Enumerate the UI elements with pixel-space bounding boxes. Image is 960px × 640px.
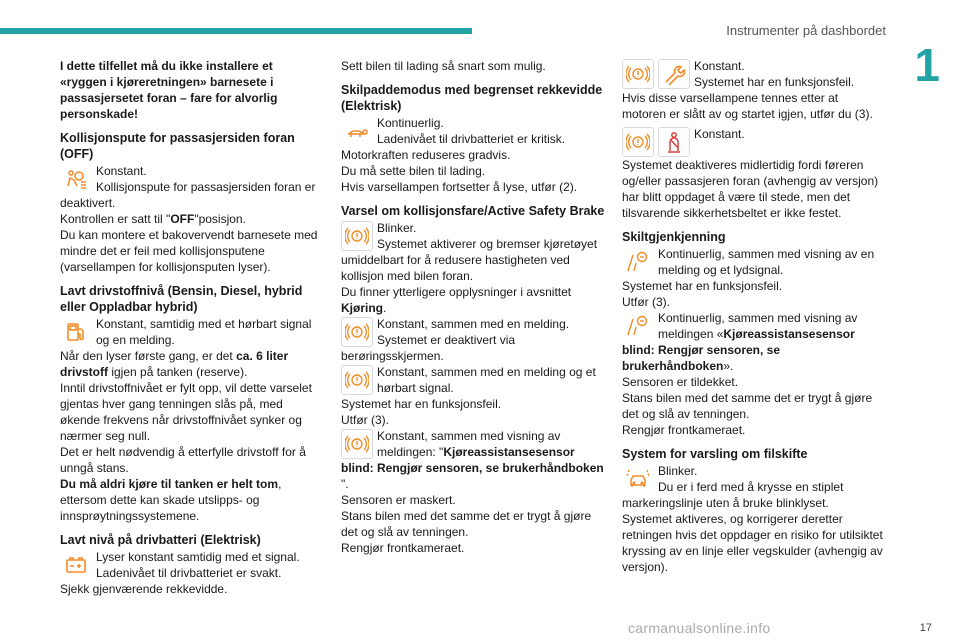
lane-entry — [622, 463, 884, 511]
collision-s4-desc2: Stans bilen med det samme det er trygt å gjøre det og slå av tenningen. — [341, 509, 592, 539]
turtle-body: Motorkraften reduseres gradvis. — [341, 148, 511, 162]
page-number: 17 — [919, 622, 932, 634]
lane-desc: Du er i ferd med å krysse en stiplet markeringslinje uten å bruke blinklyset. — [622, 480, 844, 510]
collision-s1-more: Du finner ytterligere opplysninger i avsnittet Kjøring. — [341, 285, 572, 315]
seat-status: Konstant. — [694, 127, 745, 141]
collision-s3-desc: Systemet har en funksjonsfeil. — [341, 397, 502, 411]
collision-warning-icon — [341, 365, 373, 395]
sign-entry-2 — [622, 310, 884, 374]
battery-entry — [60, 549, 322, 581]
collision-entry-1 — [341, 220, 606, 284]
sign-s1-desc: Systemet har en funksjonsfeil. — [622, 279, 783, 293]
collision-warning-icon — [341, 221, 373, 251]
wrench-body: Hvis disse varsellampene tennes etter at motoren er slått av og startet igjen, utfør du (3). — [622, 91, 873, 121]
wrench-entry — [622, 58, 884, 90]
collision-entry-2 — [341, 316, 606, 364]
turtle-entry — [341, 115, 606, 147]
airbag-heading: Kollisjonspute for passasjersiden foran (OFF) — [60, 131, 295, 161]
seat-desc: Systemet deaktiveres midlertidig fordi føreren og/eller passasjeren foran (avhengig av versjon) har blitt oppdaget å være til stede, men det tilsvarende sikkerhetsbeltet er ikke festet. — [622, 158, 879, 220]
sign-heading: Skiltgjenkjenning — [622, 230, 726, 244]
sign-s2-desc2: Stans bilen med det samme det er trygt å gjøre det og slå av tenningen. — [622, 391, 873, 421]
collision-heading: Varsel om kollisjonsfare/Active Safety Brake — [341, 204, 605, 218]
turtle-body3: Hvis varsellampen fortsetter å lyse, utfør (2). — [341, 180, 578, 194]
lane-status: Blinker. — [658, 464, 698, 478]
airbag-status: Konstant. — [96, 164, 147, 178]
airbag-check: Kontrollen er satt til "OFF"posisjon. — [60, 212, 246, 226]
icon-pair — [622, 127, 690, 157]
fuel-entry — [60, 316, 322, 348]
column-1 — [60, 58, 322, 597]
wrench-icon — [658, 59, 690, 89]
collision-s1-status: Blinker. — [377, 221, 417, 235]
sign-s1-action: Utfør (3). — [622, 295, 670, 309]
wrench-status: Konstant. — [694, 59, 745, 73]
collision-entry-4 — [341, 428, 606, 492]
collision-s3-status: Konstant, sammen med en melding og et hørbart signal. — [377, 365, 596, 395]
collision-s4-desc: Sensoren er maskert. — [341, 493, 456, 507]
collision-s2-desc: Systemet er deaktivert via berøringsskjermen. — [341, 333, 516, 363]
airbag-desc: Kollisjonspute for passasjersiden foran er deaktivert. — [60, 180, 316, 210]
collision-warning-icon — [341, 317, 373, 347]
header-bar — [0, 28, 472, 34]
turtle-desc: Ladenivået til drivbatteriet er kritisk. — [377, 132, 566, 146]
sign-entry-1 — [622, 246, 884, 278]
turtle-heading: Skilpaddemodus med begrenset rekkevidde (Elektrisk) — [341, 83, 603, 113]
battery-desc: Ladenivået til drivbatteriet er svakt. — [96, 566, 282, 580]
fuel-status: Konstant, samtidig med et hørbart signal og en melding. — [96, 317, 312, 347]
collision-s4-status: Konstant, sammen med visning av meldingen: "Kjøreassistansesensor blind: Rengjør sensoren, se brukerhåndboken ". — [341, 429, 604, 491]
fuel-never: Du må aldri kjøre til tanken er helt tom, ettersom dette kan skade utslipps- og innsprøytningssystemene. — [60, 477, 282, 523]
column-3 — [622, 58, 884, 575]
seat-entry — [622, 126, 884, 157]
chapter-title: Instrumenter på dashbordet — [726, 23, 886, 38]
collision-warning-icon — [341, 429, 373, 459]
sign-s1-status: Kontinuerlig, sammen med visning av en melding og et lydsignal. — [658, 247, 875, 277]
battery-status: Lyser konstant samtidig med et signal. — [96, 550, 300, 564]
airbag-body: Du kan montere et bakovervendt barnesete med mindre det er feil med kollisjonsputene (varsellampen for kollisjonsputen lyser). — [60, 228, 318, 274]
collision-warning-icon — [622, 59, 654, 89]
battery-heading: Lavt nivå på drivbatteri (Elektrisk) — [60, 533, 261, 547]
fuel-pump-icon — [60, 317, 92, 347]
lane-departure-icon — [622, 464, 654, 494]
seatbelt-icon — [658, 127, 690, 157]
fuel-body2: Det er helt nødvendig å etterfylle drivstoff for å unngå stans. — [60, 445, 306, 475]
wrench-desc: Systemet har en funksjonsfeil. — [694, 75, 855, 89]
battery-body: Sjekk gjenværende rekkevidde. — [60, 582, 228, 596]
fuel-body: Inntil drivstoffnivået er fylt opp, vil dette varselet gjentas hver gang tenningen slås på, med økende frekvens når drivstoffnivået synker og nærmer seg null. — [60, 381, 312, 443]
sign-recognition-icon — [622, 311, 654, 341]
sign-s2-desc3: Rengjør frontkameraet. — [622, 423, 746, 437]
sign-s2-status: Kontinuerlig, sammen med visning av meldingen «Kjøreassistansesensor blind: Rengjør sensoren, se brukerhåndboken». — [622, 311, 858, 373]
collision-entry-3 — [341, 364, 606, 396]
fuel-heading: Lavt drivstoffnivå (Bensin, Diesel, hybrid eller Oppladbar hybrid) — [60, 284, 303, 314]
fuel-lit: Når den lyser første gang, er det ca. 6 liter drivstoff igjen på tanken (reserve). — [60, 349, 289, 379]
airbag-off-icon — [60, 164, 92, 194]
sign-s2-desc: Sensoren er tildekket. — [622, 375, 739, 389]
watermark: carmanualsonline.info — [628, 620, 771, 636]
battery-icon — [60, 550, 92, 580]
column-2 — [341, 58, 606, 556]
airbag-entry — [60, 163, 322, 211]
turtle-body2: Du må sette bilen til lading. — [341, 164, 486, 178]
sign-recognition-icon — [622, 247, 654, 277]
lane-body: Systemet aktiveres, og korrigerer deretter retningen hvis det oppdager en risiko for utilsiktet kryssing av en linje eller vegskulder (avhengig av versjon). — [622, 512, 883, 574]
chapter-number: 1 — [914, 39, 940, 91]
lane-heading: System for varsling om filskifte — [622, 447, 808, 461]
collision-s1-desc: Systemet aktiverer og bremser kjøretøyet umiddelbart for å redusere hastigheten ved kollisjon med bilen foran. — [341, 237, 598, 283]
collision-warning-icon — [622, 127, 654, 157]
warning-text: I dette tilfellet må du ikke installere et «ryggen i kjøreretningen» barnesete i passasjersetet foran – fare for alvorlig personskade! — [60, 59, 278, 121]
collision-s4-desc3: Rengjør frontkameraet. — [341, 541, 465, 555]
collision-s3-action: Utfør (3). — [341, 413, 389, 427]
icon-pair — [622, 59, 690, 89]
collision-s2-status: Konstant, sammen med en melding. — [377, 317, 570, 331]
turtle-icon — [341, 116, 373, 146]
charge-text: Sett bilen til lading så snart som mulig. — [341, 59, 546, 73]
turtle-status: Kontinuerlig. — [377, 116, 444, 130]
